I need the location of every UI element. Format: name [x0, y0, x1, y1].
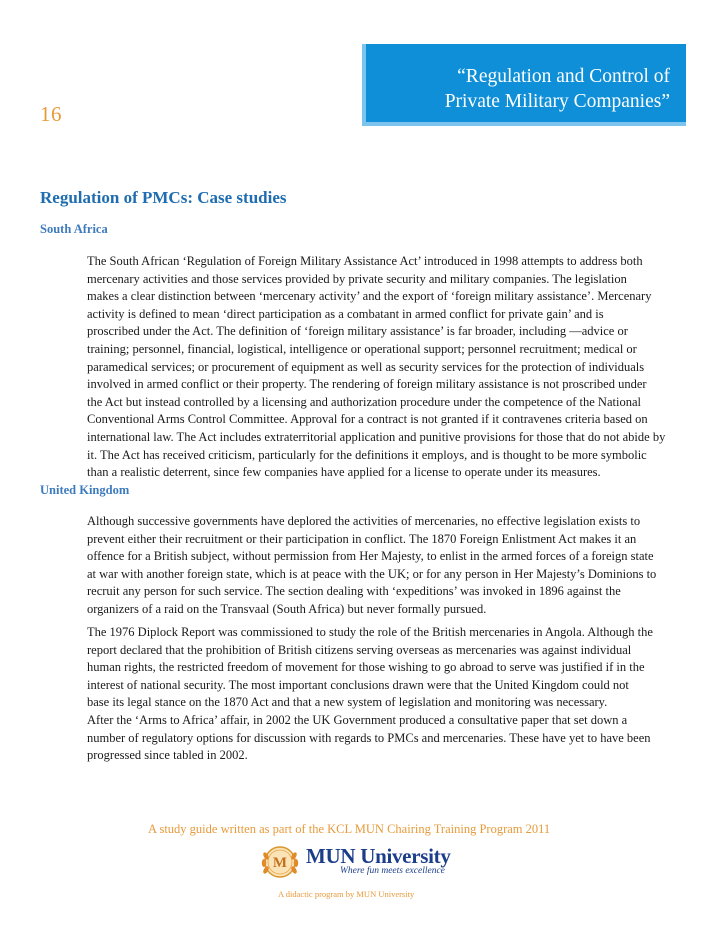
paragraph-line: number of regulatory options for discussion with regards to PMCs and mercenaries. These have yet to have been	[87, 730, 651, 745]
south-africa-paragraph	[87, 253, 687, 482]
paragraph-line: offence for a British subject, without permission from Her Majesty, to enlist in the armed forces of a foreign state	[87, 549, 654, 564]
paragraph-line: The 1976 Diplock Report was commissioned to study the role of the British mercenaries in Angola. Although the	[87, 625, 653, 639]
footer-didactic-text: A didactic program by MUN University	[278, 889, 415, 899]
document-title-line-2: Private Military Companies”	[444, 91, 670, 112]
united-kingdom-paragraph-2	[87, 624, 687, 765]
page-number: 16	[40, 102, 62, 126]
paragraph-line: report declared that the prohibition of British citizens serving overseas as mercenaries was against individual	[87, 642, 632, 657]
paragraph-line: training; personnel, financial, logistical, intelligence or operational support; personnel recruitment; medical or	[87, 341, 637, 356]
footer-study-guide-text: A study guide written as part of the KCL MUN Chairing Training Program 2011	[148, 822, 551, 836]
paragraph-line: proscribed under the Act. The definition of ‘foreign military assistance’ is far broader, including —advice or	[87, 324, 628, 339]
paragraph-line: the Act but instead controlled by a licensing and authorization procedure under the competence of the National	[87, 394, 641, 409]
paragraph-line: makes a clear distinction between ‘mercenary activity’ and the export of ‘foreign military assistance’. Mercenary	[87, 289, 652, 304]
paragraph-line: it. The Act has received criticism, particularly for the definitions it employs, and is thought to be more symbolic	[87, 447, 647, 462]
paragraph-line: progressed since tabled in 2002.	[87, 748, 248, 763]
paragraph-line: prevent either their recruitment or their participation in conflict. The 1870 Foreign Enlistment Act makes it an	[87, 531, 637, 546]
mun-university-logo	[260, 842, 460, 886]
logo-letter: M	[272, 855, 288, 871]
south-africa-heading: South Africa	[40, 222, 108, 236]
laurel-medallion-icon	[260, 842, 300, 882]
paragraph-line: After the ‘Arms to Africa’ affair, in 2002 the UK Government produced a consultative paper that set down a	[87, 712, 628, 727]
paragraph-line: at war with another foreign state, which is at peace with the UK; or for any person in Her Majesty’s Dominions to	[87, 566, 657, 581]
logo-name: MUN University	[306, 844, 451, 868]
paragraph-line: Conventional Arms Control Committee. Approval for a contract is not granted if it contravenes criteria based on	[87, 412, 648, 427]
section-title: Regulation of PMCs: Case studies	[40, 188, 287, 207]
paragraph-line: Although successive governments have deplored the activities of mercenaries, no effective legislation exists to	[87, 514, 641, 528]
logo-tagline: Where fun meets excellence	[340, 866, 445, 876]
paragraph-line: international law. The Act includes extraterritorial application and punitive provisions for those that do not abide by	[87, 429, 666, 444]
paragraph-line: interest of national security. The most important conclusions drawn were that the United Kingdom could not	[87, 677, 629, 692]
paragraph-line: than a realistic deterrent, since few companies have applied for a license to operate under its measures.	[87, 465, 601, 480]
paragraph-line: base its legal stance on the 1870 Act and that a new system of legislation and monitoring was necessary.	[87, 695, 608, 710]
paragraph-line: recruit any person for such service. The section dealing with ‘expeditions’ was invoked in 1896 against the	[87, 584, 621, 599]
paragraph-line: The South African ‘Regulation of Foreign Military Assistance Act’ introduced in 1998 attempts to address both	[87, 254, 643, 268]
paragraph-line: involved in armed conflict or their property. The rendering of foreign military assistance is not proscribed under	[87, 377, 647, 392]
paragraph-line: activity is defined to mean ‘direct participation as a combatant in armed conflict for private gain’ and is	[87, 306, 604, 321]
united-kingdom-heading: United Kingdom	[40, 483, 130, 497]
document-title-line-1: “Regulation and Control of	[457, 66, 670, 87]
paragraph-line: mercenary activities and those services provided by private security and military companies. The legislation	[87, 271, 627, 286]
document-title-banner	[362, 44, 686, 126]
paragraph-line: paramedical services; or procurement of equipment as well as security services for the protection of individuals	[87, 359, 645, 374]
paragraph-line: human rights, the restricted freedom of movement for those wishing to go abroad to serve was justified if in the	[87, 660, 645, 675]
paragraph-line: organizers of a raid on the Transvaal (South Africa) but never formally pursued.	[87, 601, 487, 616]
united-kingdom-paragraph-1	[87, 513, 687, 619]
